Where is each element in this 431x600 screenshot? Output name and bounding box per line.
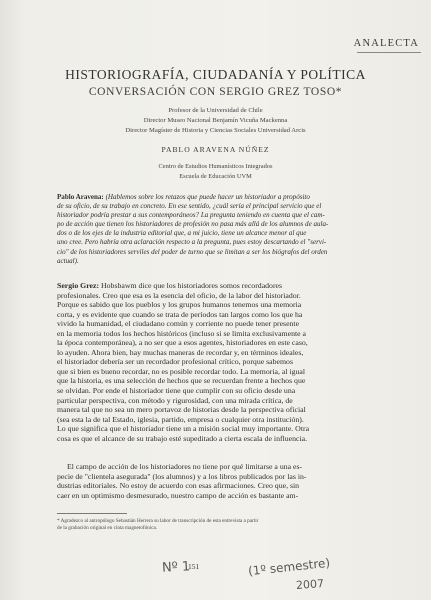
answer-line: El campo de acción de los historiadores no tiene por qué limitarse a una es-: [67, 462, 303, 471]
footnote-line: * Agradezco al antropólogo Sebastián Herrera su labor de transcripción de esta entrevista a partir: [57, 518, 259, 524]
answer-line: Lo que significa que el historiador tiene un a misión social muy importante. Otra: [57, 424, 310, 434]
answer-line: profesionales. Creo que esa es la esencia del oficio, de la labor del historiador.: [57, 290, 301, 300]
question-line: historiador podría prestar a sus contemporáneos? La pregunta teniendo en cuenta que el cam-: [57, 211, 325, 220]
question-line: po de acción que tienen los historiadores de profesión no pasa más allá de los alumnos de aula-: [57, 220, 329, 229]
answer-line: el historiador debería ser un recordador profesional crítico, porque sabemos: [57, 357, 293, 367]
question-line: de su oficio, de su trabajo en concreto. En ese sentido, ¿cuál sería el principal servicio que el: [57, 202, 322, 211]
answer-paragraph-2: [57, 462, 379, 500]
answer-line: en la memoria todos los hechos históricos (incluso si se limita exclusivamente a: [57, 328, 307, 338]
answer-line: se olvidan. Por ende el historiador tiene que cumplir con su oficio desde una: [57, 386, 296, 396]
author-affiliation-line: Escuela de Educación UVM: [179, 172, 252, 180]
journal-name: ANALECTA: [353, 38, 419, 49]
page-number: 151: [188, 562, 200, 571]
answer-line: lo ayuden. Ahora bien, hay muchas maneras de recordar y, en términos ideales,: [57, 347, 304, 357]
answer-line: que si bien es bueno recordar, no es posible recordar todo. La memoria, al igual: [57, 366, 306, 376]
handwritten-issue: Nº 1: [161, 559, 191, 576]
answer-line: dustrias editoriales. No estoy de acuerdo con esas afirmaciones. Creo que, sin: [57, 481, 300, 491]
speaker-label: Pablo Aravena:: [57, 193, 104, 201]
affiliation-line: Director Magíster de Historia y Ciencias Sociales Universidad Arcis: [125, 127, 306, 134]
affiliation-line: Director Museo Nacional Benjamín Vicuña Mackenna: [143, 117, 288, 124]
affiliation-line: Profesor de la Universidad de Chile: [168, 107, 263, 114]
answer-line: (sea esta la de tal Estado, iglesia, partido, empresa o cualquier otra institución).: [57, 414, 304, 424]
answer-line: cosa es que el alcance de su trabajo esté supeditado a cierta escala de influencia.: [57, 433, 308, 443]
handwritten-year: 2007: [295, 577, 325, 592]
question-line: dos o de los ejes de la industria editorial que, a mi juicio, tiene un alcance menor al que: [57, 229, 307, 238]
journal-rule: [357, 52, 421, 53]
answer-line: caer en un optimismo desmesurado, nuestro campo de acción es bastante am-: [57, 490, 299, 500]
answer-line: que la historia, es una selección de hechos que se recuerdan frente a hechos que: [57, 376, 306, 386]
interviewee-affiliation: [0, 106, 431, 136]
answer-line: corta, y es evidente que cuando se trata de períodos tan largos como los que ha: [57, 309, 303, 319]
answer-line: manera tal que no sea un mero portavoz de historias desde la perspectiva oficial: [57, 405, 306, 415]
answer-line: vivido la humanidad, el ciudadano común y corriente no puede tener presente: [57, 319, 300, 329]
article-subtitle: CONVERSACIÓN CON SERGIO GREZ TOSO*: [88, 86, 343, 98]
article-title: HISTORIOGRAFÍA, CIUDADANÍA Y POLÍTICA: [65, 67, 366, 82]
answer-paragraph: [57, 281, 379, 443]
question-line: (Hablemos sobre los retazos que puede hacer un historiador a propósito: [105, 193, 310, 201]
intro-paragraph: [57, 193, 379, 266]
answer-line: la época contemporánea), a no ser que a esos agentes, historiadores en este caso,: [57, 338, 308, 348]
speaker-label: Sergio Grez:: [57, 281, 100, 290]
footnote-line: de la grabación original en cinta magnetofónica.: [57, 525, 158, 531]
question-line: uno cree. Pero habría otra aclaración respecto a la pregunta, pues estoy descartando el "servi-: [57, 238, 327, 247]
answer-line: pecie de "clientela asegurada" (los alumnos) y a los libros publicados por las in-: [57, 471, 307, 481]
answer-line: Hobsbawm dice que los historiadores somos recordadores: [99, 281, 283, 290]
author-name: PABLO ARAVENA NÚÑEZ: [161, 145, 270, 154]
handwritten-semester: (1º semestre): [247, 555, 331, 579]
question-line: cio" de los historiadores serviles del poder de turno que se limitan a ser los biógrafos del orden: [57, 247, 328, 256]
answer-line: Porque es sabido que los pueblos y los grupos humanos tenemos una memoria: [57, 300, 302, 310]
footnote-rule: [57, 513, 127, 514]
author-affiliation-line: Centro de Estudios Humanísticos Integrados: [158, 163, 273, 170]
author-affiliation: [0, 162, 431, 181]
footnote: [57, 518, 379, 532]
answer-line: particular perspectiva, con método y rigurosidad, con una mirada crítica, de: [57, 395, 293, 405]
question-line: actual).: [57, 256, 79, 265]
